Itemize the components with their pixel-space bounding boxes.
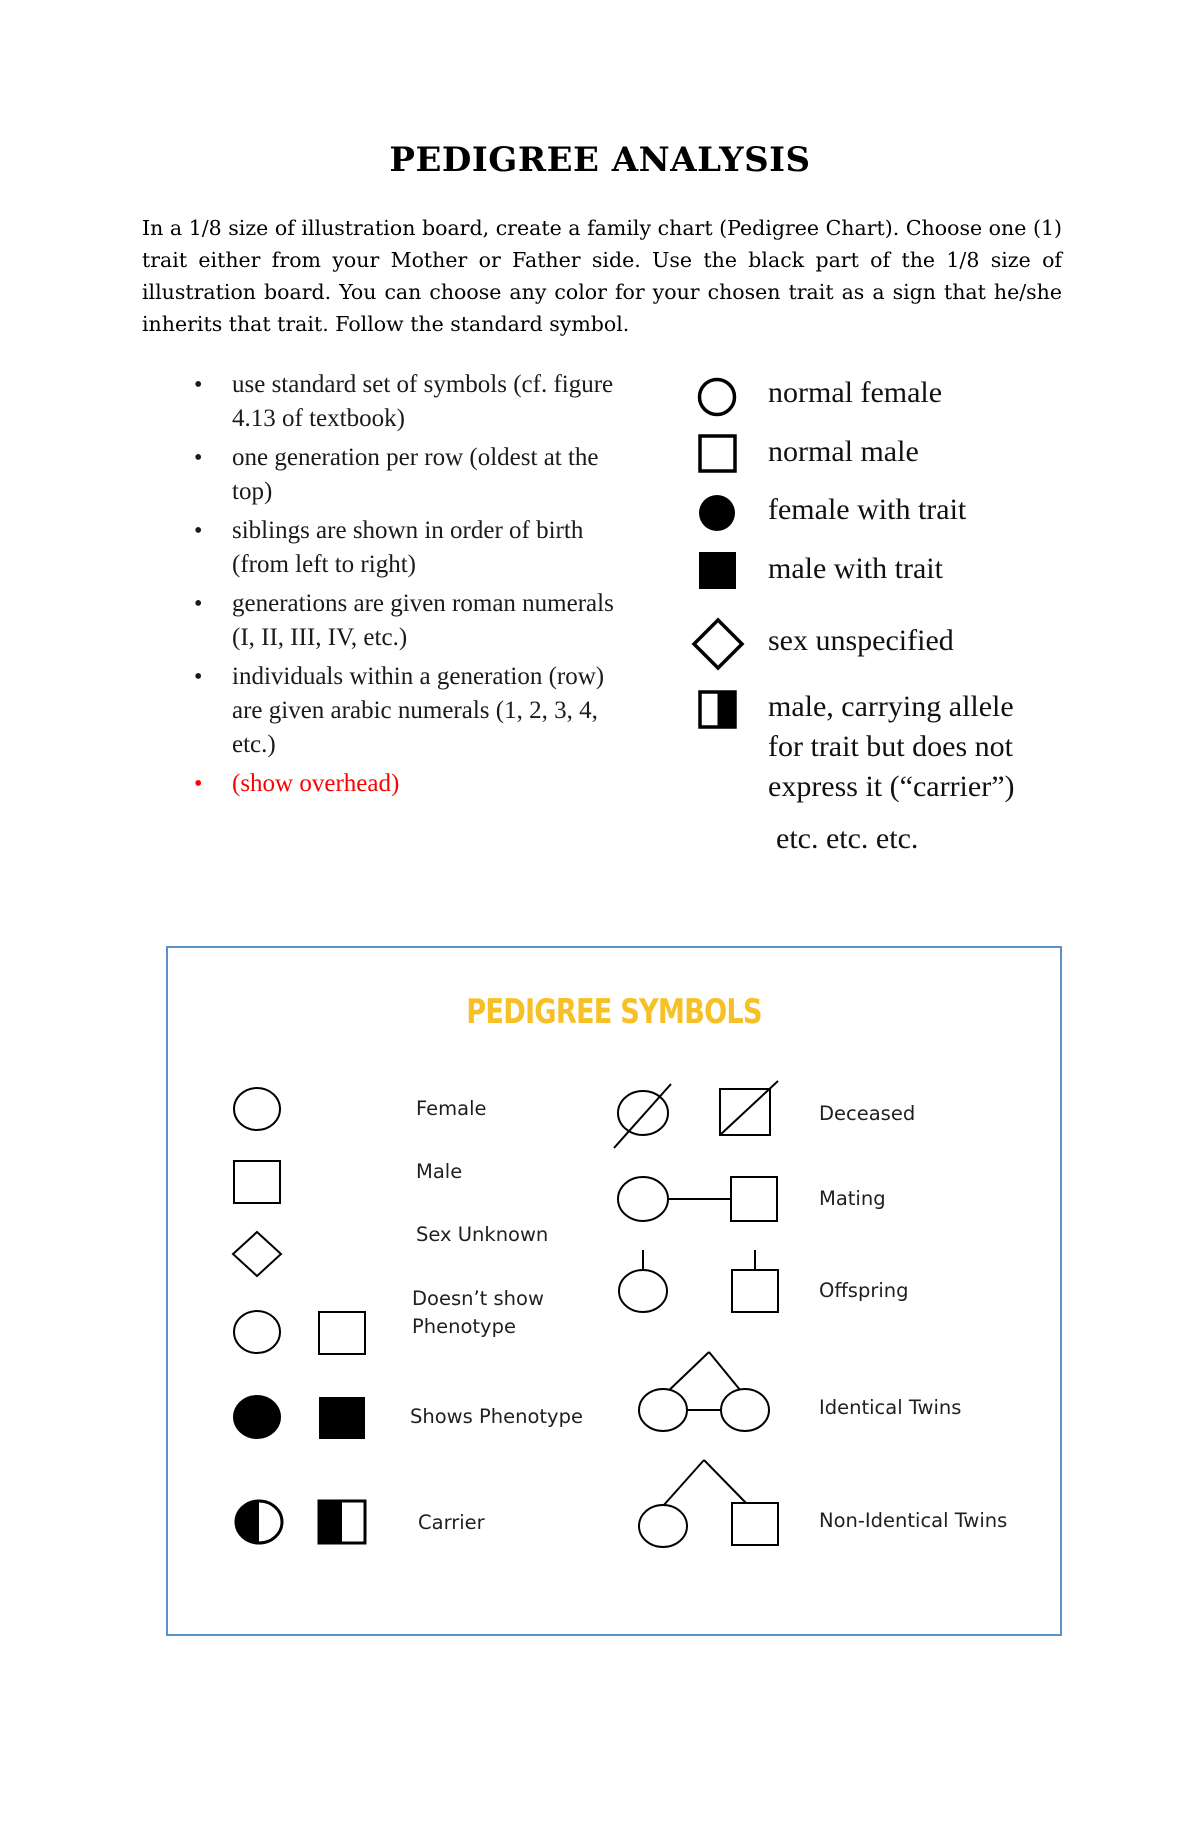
- normal-female-icon: [696, 376, 738, 418]
- legend-carrier-line1: male, carrying allele: [768, 690, 1014, 723]
- deceased-female-icon: [614, 1084, 671, 1148]
- label-female: Female: [416, 1097, 487, 1120]
- non-identical-twins-icon: [639, 1460, 778, 1547]
- intro-paragraph: In a 1/8 size of illustration board, create a family chart (Pedigree Chart). Choose one (1) trait either from your Mother or Father side. Use the black part of the 1/8 size of illustration board. You can choose any color for your chosen trait as a sign that he/she inherits that trait. Follow the standard symbol.: [142, 216, 1062, 336]
- deceased-male-icon: [720, 1081, 778, 1135]
- carrier-male-icon: [698, 690, 738, 730]
- phenotype-male-icon: [319, 1397, 365, 1439]
- carrier-male-icon: [319, 1501, 365, 1543]
- label-identical-twins: Identical Twins: [819, 1396, 962, 1419]
- list-item: • use standard set of symbols (cf. figure 4.13 of textbook): [190, 368, 630, 436]
- sex-unspecified-icon: [690, 616, 746, 672]
- identical-twins-icon: [639, 1352, 769, 1431]
- label-no-phenotype-line1: Doesn’t show: [412, 1287, 544, 1310]
- label-sex-unknown: Sex Unknown: [416, 1223, 549, 1246]
- label-male: Male: [416, 1160, 463, 1183]
- list-item: • generations are given roman numerals (I, II, III, IV, etc.): [190, 587, 630, 655]
- label-deceased: Deceased: [819, 1102, 916, 1125]
- list-item: • one generation per row (oldest at the top): [190, 441, 630, 509]
- label-mating: Mating: [819, 1187, 886, 1210]
- list-item: • individuals within a generation (row) are given arabic numerals (1, 2, 3, 4, etc.): [190, 660, 630, 762]
- male-with-trait-icon: [698, 551, 738, 591]
- legend-etc: etc. etc. etc.: [776, 822, 919, 855]
- mating-icon: [618, 1177, 777, 1221]
- legend-sex-unspecified: sex unspecified: [768, 624, 954, 657]
- figure-title: PEDIGREE SYMBOLS: [466, 992, 762, 1032]
- symbol-legend: [0, 0, 1200, 880]
- label-non-identical-twins: Non-Identical Twins: [819, 1509, 1008, 1532]
- label-shows-phenotype: Shows Phenotype: [410, 1405, 583, 1428]
- legend-female-with-trait: female with trait: [768, 493, 967, 526]
- legend-normal-female: normal female: [768, 376, 943, 409]
- label-carrier: Carrier: [418, 1511, 485, 1534]
- list-item-highlight: • (show overhead): [190, 767, 630, 801]
- pedigree-symbols-figure: [166, 946, 1062, 1636]
- label-no-phenotype-line2: Phenotype: [412, 1315, 516, 1338]
- female-icon: [234, 1088, 280, 1130]
- legend-male-with-trait: male with trait: [768, 552, 943, 585]
- phenotype-female-icon: [233, 1395, 281, 1439]
- no-phenotype-female-icon: [234, 1311, 280, 1353]
- female-with-trait-icon: [696, 492, 738, 534]
- legend-carrier-line3: express it (“carrier”): [768, 770, 1015, 803]
- sex-unknown-icon: [233, 1232, 281, 1276]
- carrier-female-icon: [236, 1501, 282, 1543]
- list-item: • siblings are shown in order of birth (from left to right): [190, 514, 630, 582]
- male-icon: [234, 1161, 280, 1203]
- legend-carrier-line2: for trait but does not: [768, 730, 1013, 763]
- page-title: PEDIGREE ANALYSIS: [389, 140, 811, 180]
- offspring-icon: [619, 1250, 778, 1312]
- normal-male-icon: [698, 434, 738, 474]
- label-offspring: Offspring: [819, 1279, 909, 1302]
- legend-normal-male: normal male: [768, 435, 919, 468]
- no-phenotype-male-icon: [319, 1312, 365, 1354]
